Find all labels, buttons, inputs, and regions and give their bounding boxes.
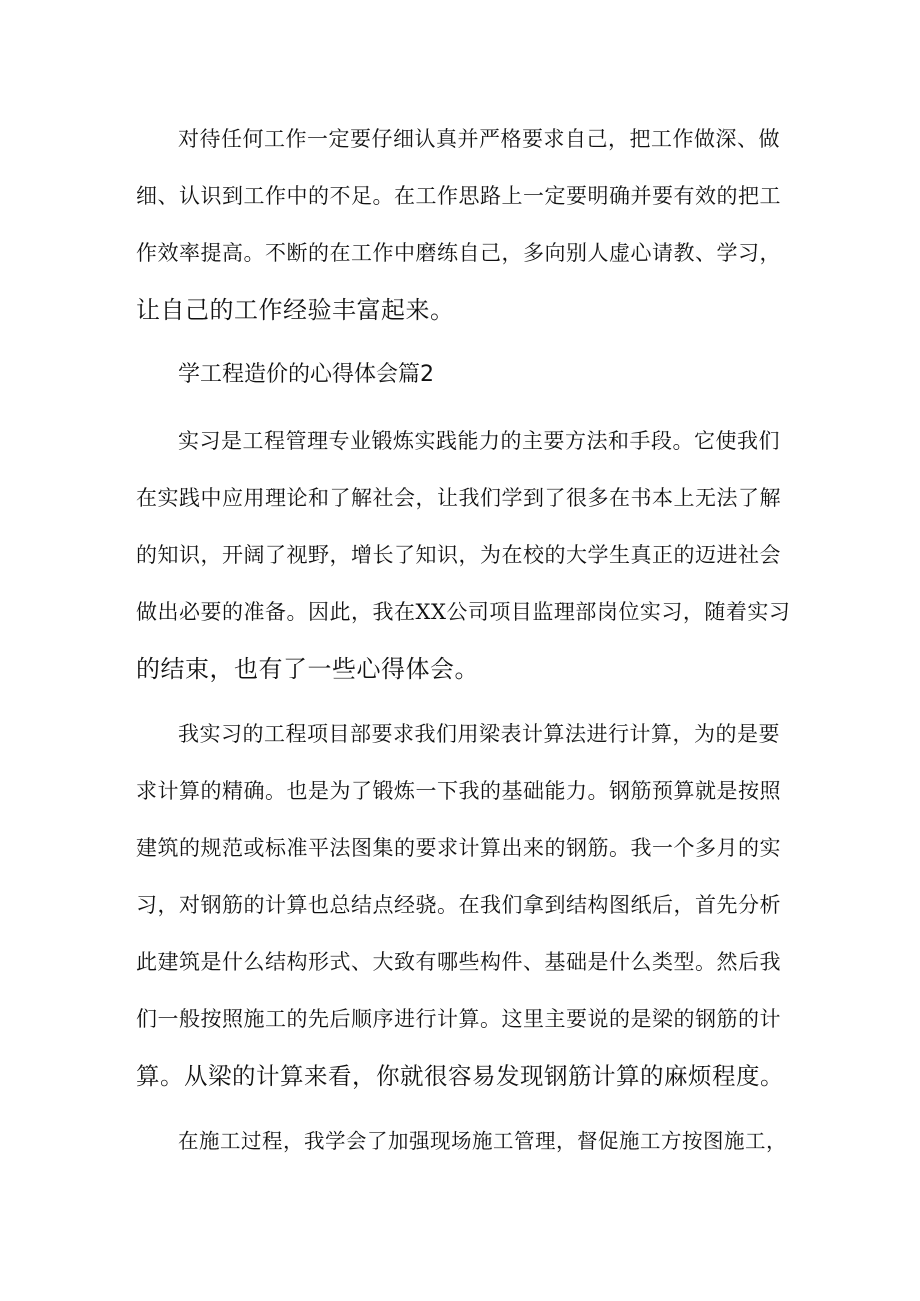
text-line: 的知识，开阔了视野，增长了知识，为在校的大学生真正的迈进社会: [136, 543, 781, 567]
text-line: 求计算的精确。也是为了锻炼一下我的基础能力。钢筋预算就是按照: [136, 779, 781, 803]
text-line: 实习是工程管理专业锻炼实践能力的主要方法和手段。它使我们: [178, 429, 780, 453]
text-line: 们一般按照施工的先后顺序进行计算。这里主要说的是梁的钢筋的计: [136, 1007, 781, 1031]
text-line: 建筑的规范或标准平法图集的要求计算出来的钢筋。我一个多月的实: [136, 836, 781, 860]
text-line: 习，对钢筋的计算也总结点经骁。在我们拿到结构图纸后，首先分析: [136, 893, 781, 917]
text-line: 此建筑是什么结构形式、大致有哪些构件、基础是什么类型。然后我: [136, 950, 781, 974]
text-line: 让自己的工作经验丰富起来。: [136, 296, 455, 324]
text-line: 我实习的工程项目部要求我们用梁表计算法进行计算，为的是要: [178, 722, 780, 746]
text-line: 细、认识到工作中的不足。在工作思路上一定要明确并要有效的把工: [136, 184, 781, 208]
text-line: 作效率提高。不断的在工作中磨练自己，多向别人虚心请教、学习，: [136, 241, 781, 265]
text-line: 算。从梁的计算来看，你就很容易发现钢筋计算的麻烦程度。: [136, 1062, 784, 1090]
text-line: 对待任何工作一定要仔细认真并严格要求自己，把工作做深、做: [178, 127, 780, 151]
text-line: 在实践中应用理论和了解社会，让我们学到了很多在书本上无法了解: [136, 486, 781, 510]
text-line: 做出必要的准备。因此，我在XX公司项目监理部岗位实习，随着实习: [136, 600, 791, 624]
section-heading: 学工程造价的心得体会篇2: [178, 362, 434, 387]
text-line: 的结束，也有了一些心得体会。: [136, 655, 479, 683]
text-line: 在施工过程，我学会了加强现场施工管理，督促施工方按图施工，: [178, 1129, 787, 1153]
